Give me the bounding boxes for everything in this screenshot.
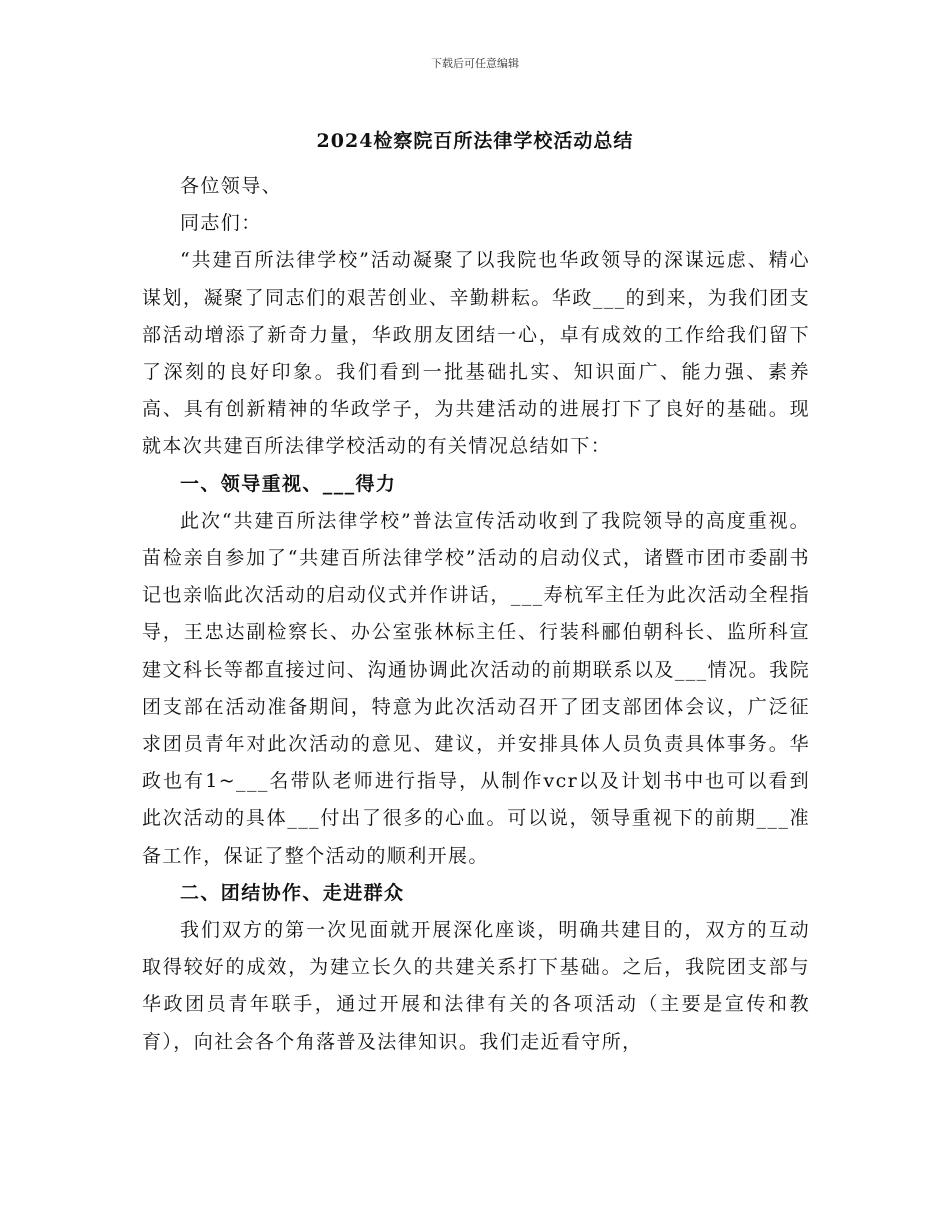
greeting-line-1: 各位领导、 — [180, 175, 283, 197]
document-body — [142, 168, 810, 1061]
section-1-heading: 一、领导重视、___得力 — [180, 472, 397, 495]
section-2-heading: 二、团结协作、走进群众 — [180, 881, 405, 904]
intro-paragraph: “共建百所法律学校”活动凝聚了以我院也华政领导的深谋远虑、精心谋划，凝聚了同志们的艰苦创业、辛勤耕耘。华政___的到来，为我们团支部活动增添了新奇力量，华政朋友团结一心，卓有成效的工作给我们留下了深刻的良好印象。我们看到一批基础扎实、知识面广、能力强、素养高、具有创新精神的华政学子，为共建活动的进展打下了良好的基础。现就本次共建百所法律学校活动的有关情况总结如下： — [142, 249, 810, 458]
section-2-body: 我们双方的第一次见面就开展深化座谈，明确共建目的，双方的互动取得较好的成效，为建立长久的共建关系打下基础。之后，我院团支部与华政团员青年联手，通过开展和法律有关的各项活动（主要是宣传和教育），向社会各个角落普及法律知识。我们走近看守所， — [142, 919, 810, 1053]
header-note: 下载后可任意编辑 — [431, 57, 519, 70]
greeting-line-2: 同志们： — [180, 212, 262, 235]
section-1-body: 此次“共建百所法律学校”普法宣传活动收到了我院领导的高度重视。苗检亲自参加了“共建百所法律学校”活动的启动仪式，诸暨市团市委副书记也亲临此次活动的启动仪式并作讲话，___寿杭军主任为此次活动全程指导，王忠达副检察长、办公室张林标主任、行装科郦伯朝科长、监所科宣建文科长等都直接过问、沟通协调此次活动的前期联系以及___情况。我院团支部在活动准备期间，特意为此次活动召开了团支部团体会议，广泛征求团员青年对此次活动的意见、建议，并安排具体人员负责具体事务。华政也有1~___名带队老师进行指导，从制作vcr以及计划书中也可以看到此次活动的具体___付出了很多的心血。可以说，领导重视下的前期___准备工作，保证了整个活动的顺利开展。 — [142, 509, 810, 867]
document-title: 2024检察院百所法律学校活动总结 — [316, 130, 634, 152]
